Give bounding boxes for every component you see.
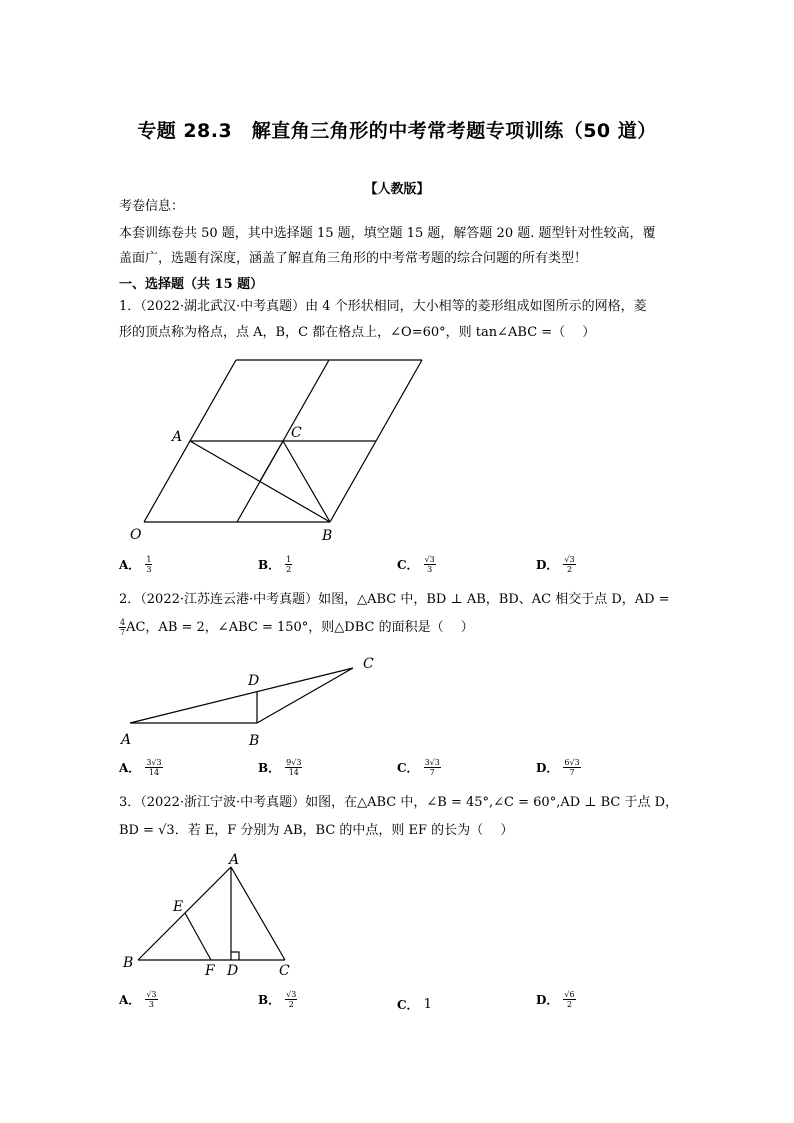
option-label: B． [258,761,281,775]
page-title: 专题 28.3 解直角三角形的中考常考题专项训练（50 道） [137,120,657,142]
q3-right-angle-mark [231,952,239,960]
q2-stem-text: AC，AB = 2，∠ABC = 150°，则△DBC 的面积是（ ） [126,620,474,635]
intro-line-2: 盖面广，选题有深度，涵盖了解直角三角形的中考常考题的综合问题的所有类型！ [119,251,588,266]
q3-stem-line-1: 3．（2022·浙江宁波·中考真题）如图，在△ABC 中，∠B = 45°,∠C = 60°,AD ⊥ BC 于点 D， [119,795,679,810]
option-fraction [145,758,162,777]
fraction-denominator: 14 [148,768,160,777]
option-label: C． [397,998,419,1012]
q3-label-B: B [123,955,134,971]
intro-line-1: 本套训练卷共 50 题，其中选择题 15 题，填空题 15 题，解答题 20 题. 题型针对性较高，覆 [119,226,656,241]
fraction-numerator: √3 [424,555,435,564]
option-fraction [285,990,297,1009]
q3-option-d[interactable] [536,990,576,1009]
option-fraction [563,555,575,574]
q1-label-B: B [322,528,333,544]
fraction-denominator: 14 [288,768,299,777]
fraction-denominator: 2 [288,1000,294,1009]
q1-rhombus-grid-figure [120,350,440,550]
q2-segment-BC [257,668,353,723]
option-value: 1 [423,997,432,1012]
q3-label-F: F [205,963,215,979]
option-label: A． [119,993,141,1007]
option-label: D． [536,558,559,572]
q3-label-A: A [229,852,240,868]
q2-option-c[interactable] [397,758,441,777]
fraction-denominator: 7 [120,628,126,637]
option-fraction [424,555,436,574]
fraction-denominator: 2 [566,565,573,574]
q2-segment-AC [130,668,353,723]
fraction-denominator: 2 [286,565,292,574]
q3-option-c[interactable] [397,996,432,1013]
fraction-numerator: √6 [564,990,575,999]
q3-option-b[interactable] [258,990,297,1009]
q3-segment-AC [231,867,285,960]
option-label: A． [119,558,141,572]
option-fraction [145,990,157,1009]
q2-option-b[interactable] [258,758,302,777]
fraction-numerator: 4 [120,618,126,627]
option-fraction [563,758,580,777]
option-label: B． [258,558,281,572]
q1-segment-CB [283,441,330,522]
q1-stem-line-1: 1．（2022·湖北武汉·中考真题）由 4 个形状相同，大小相等的菱形组成如图所示的网格，菱 [119,299,647,314]
q1-stem-line-2: 形的顶点称为格点，点 A，B，C 都在格点上，∠O=60°，则 tan∠ABC =（ ） [119,325,596,340]
fraction-denominator: 7 [429,768,435,777]
fraction-numerator: √3 [564,555,575,564]
fraction-numerator: 9√3 [286,758,302,767]
q2-label-C: C [363,656,374,672]
q2-label-B: B [249,733,260,749]
q2-triangle-figure [115,648,395,753]
q1-option-b[interactable] [258,555,292,574]
q3-segment-EF [185,913,211,960]
q1-option-a[interactable] [119,555,152,574]
fraction-denominator: 7 [569,768,575,777]
fraction-numerator: 3√3 [146,758,162,767]
q1-label-A: A [172,429,183,445]
edition-label: 【人教版】 [364,182,430,197]
fraction-numerator: 6√3 [564,758,580,767]
option-label: D． [536,761,559,775]
option-label: C． [397,761,419,775]
q2-label-D: D [248,673,260,689]
q2-stem-line-2 [119,618,474,637]
q2-label-A: A [121,732,132,748]
fraction-denominator: 3 [427,565,433,574]
option-fraction [145,555,152,574]
option-fraction [285,555,292,574]
q3-label-C: C [279,963,290,979]
option-fraction [424,758,441,777]
q1-label-C: C [291,425,302,441]
q1-segment-C-mid [260,441,283,481]
option-label: D． [536,993,559,1007]
q3-label-E: E [173,899,184,915]
q3-stem-line-2: BD = √3．若 E，F 分别为 AB，BC 的中点，则 EF 的长为（ ） [119,823,514,838]
fraction-numerator: 1 [146,555,152,564]
option-label: A． [119,761,141,775]
option-label: B． [258,993,281,1007]
fraction-numerator: 1 [286,555,292,564]
q2-stem-line-1: 2．（2022·江苏连云港·中考真题）如图，△ABC 中，BD ⊥ AB，BD、AC 相交于点 D，AD = [119,592,670,607]
section-heading: 一、选择题（共 15 题） [119,277,264,292]
q2-option-d[interactable] [536,758,581,777]
q2-option-a[interactable] [119,758,163,777]
option-label: C． [397,558,419,572]
q1-option-d[interactable] [536,555,576,574]
q3-label-D: D [227,963,239,979]
q3-segment-AB [138,867,231,960]
option-fraction [285,758,302,777]
fraction-numerator: √3 [286,990,297,999]
q3-option-a[interactable] [119,990,158,1009]
exam-info-label: 考卷信息： [119,199,185,214]
option-fraction [563,990,575,1009]
fraction-denominator: 2 [566,1000,573,1009]
q3-triangle-figure [115,848,315,980]
fraction-denominator: 3 [148,1000,154,1009]
fraction-numerator: √3 [146,990,157,999]
fraction-denominator: 3 [146,565,152,574]
q1-segment-AB [190,441,330,522]
fraction-numerator: 3√3 [424,758,440,767]
q1-option-c[interactable] [397,555,436,574]
q1-label-O: O [130,527,142,543]
